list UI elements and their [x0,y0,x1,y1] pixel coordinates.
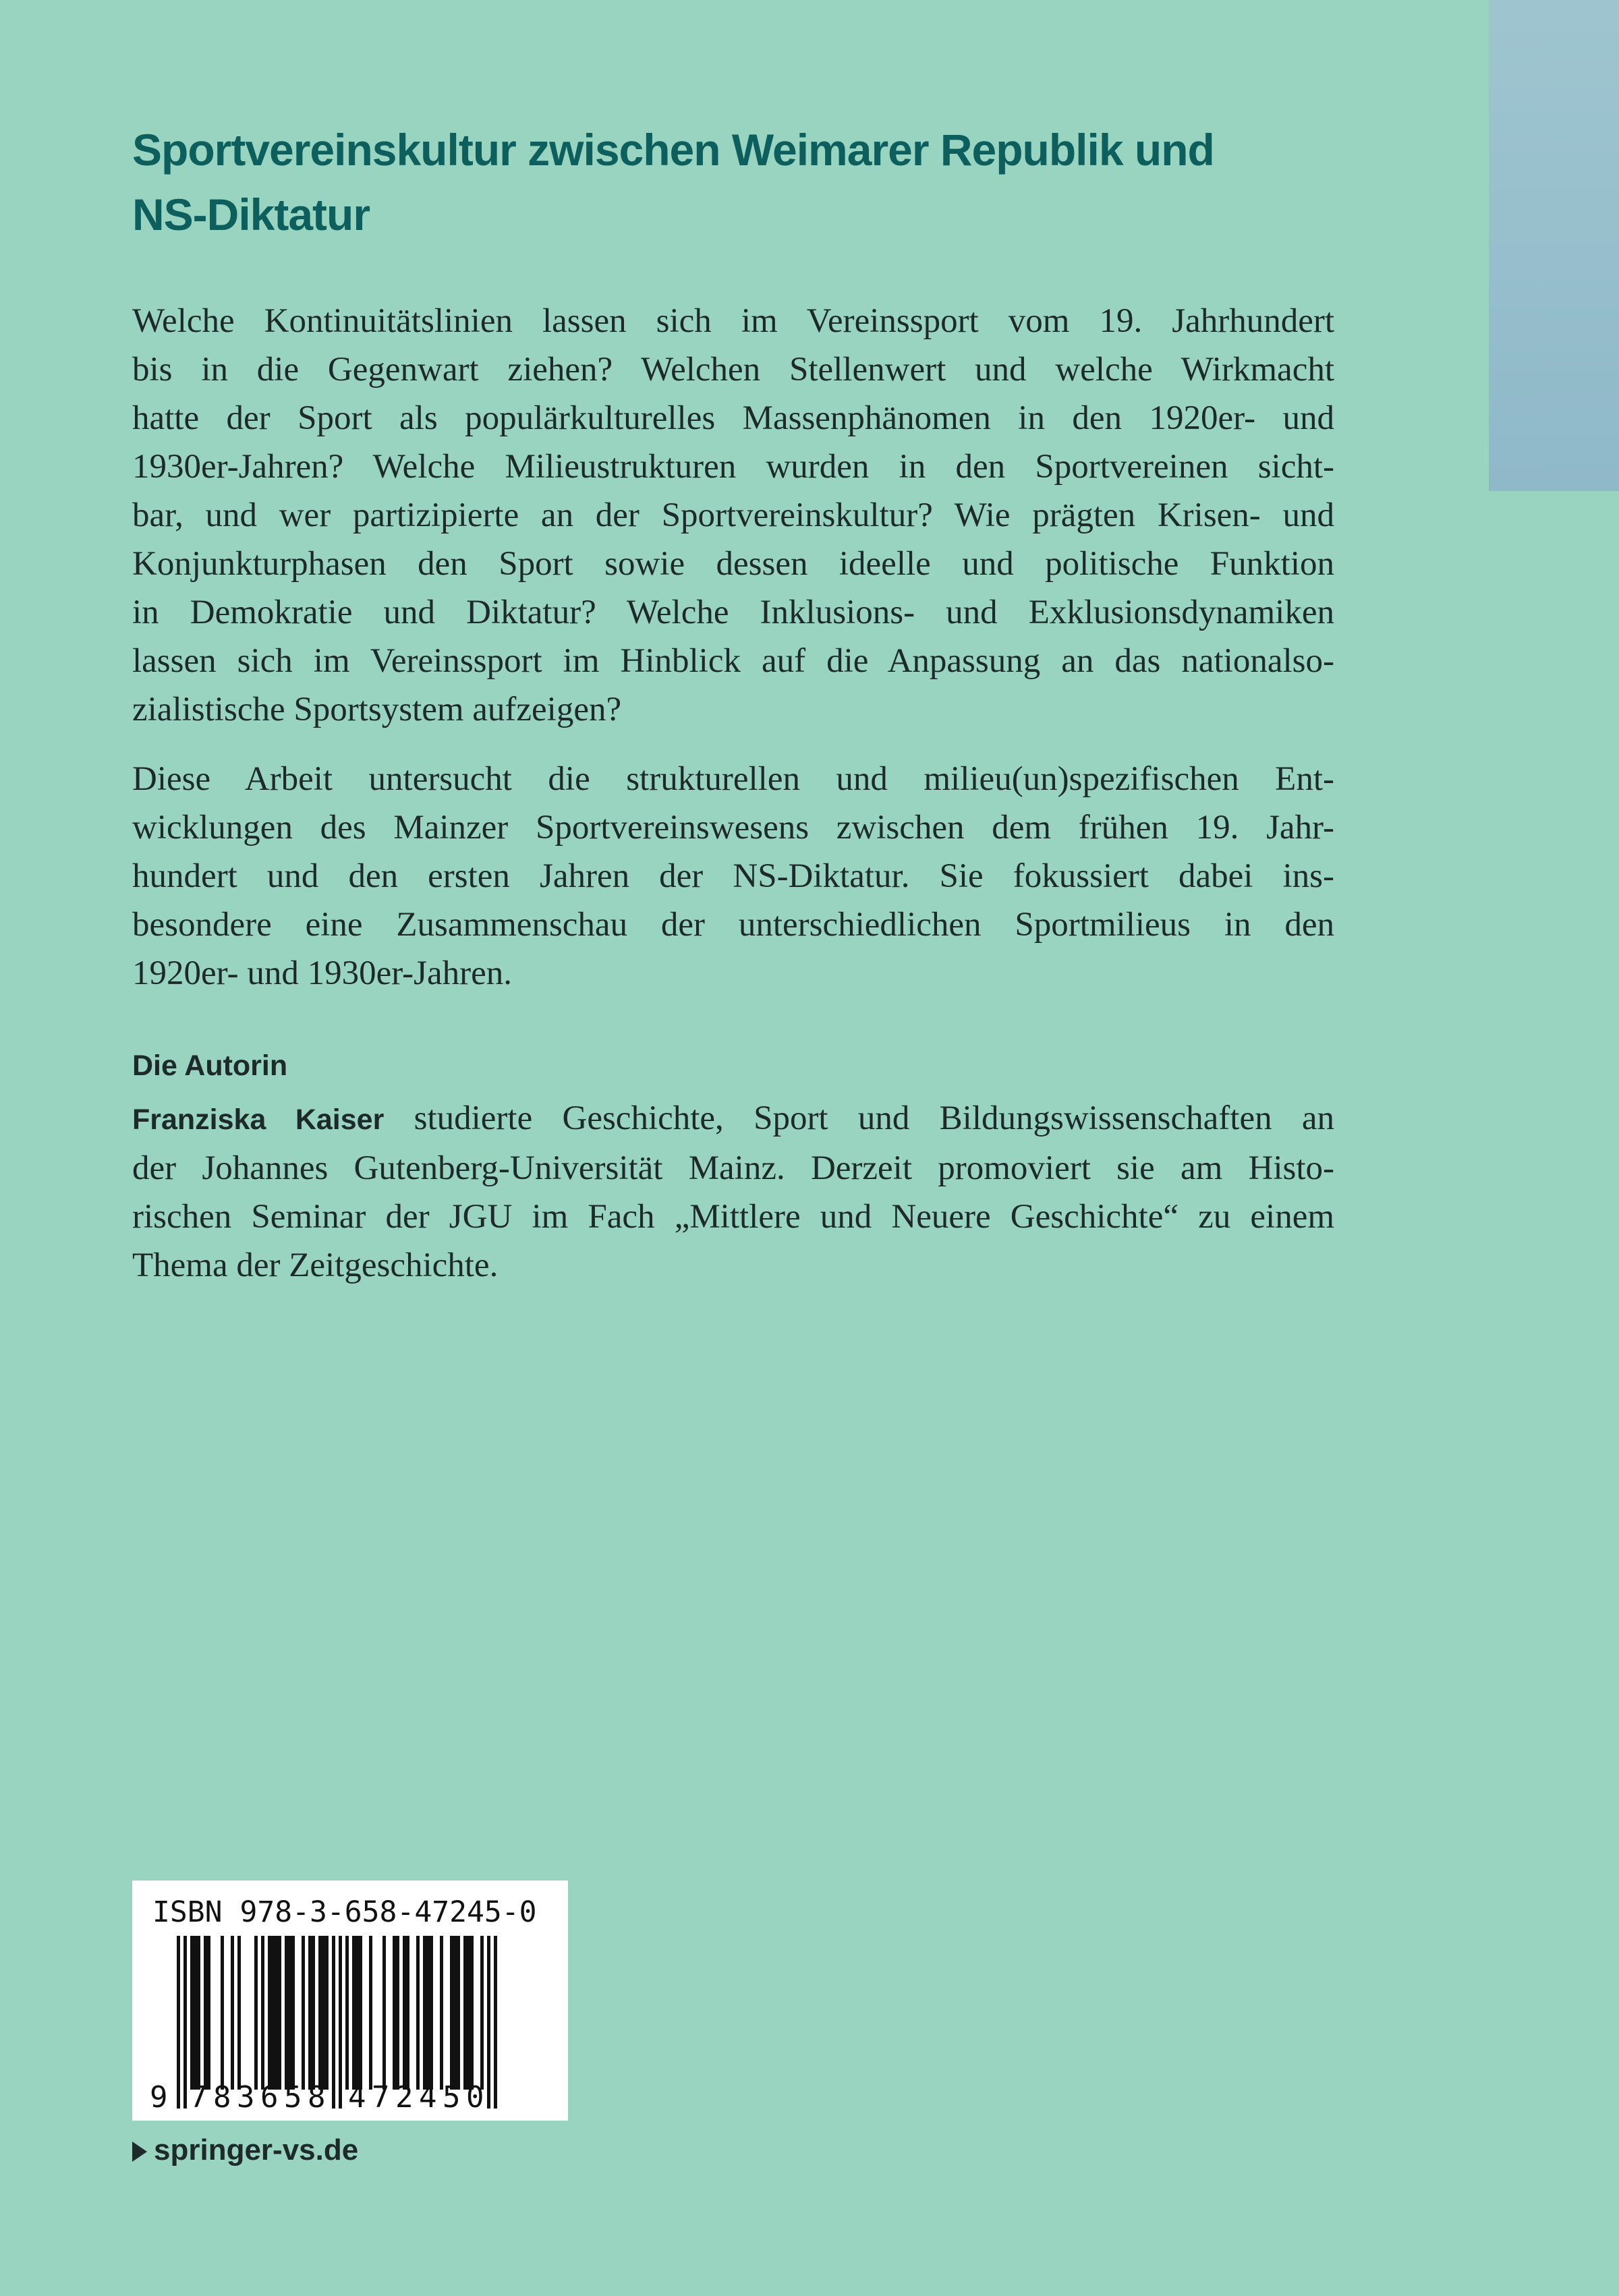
barcode-bar [339,1936,342,2108]
text-line: hundert und den ersten Jahren der NS-Diktatur. Sie fokussiert dabei ins- [132,857,1334,895]
barcode-bar [450,1936,453,2090]
text-line: bar, und wer partizipierte an der Sportvereinskultur? Wie prägten Krisen- und [132,496,1334,534]
barcode-digit: 5 [443,2080,461,2115]
barcode-digit: 2 [395,2080,414,2115]
title-line: NS-Diktatur [132,190,370,239]
barcode-bar [322,1936,325,2090]
barcode-digit: 3 [237,2080,255,2115]
barcode-bar [291,1936,295,2090]
barcode-bar [271,1936,275,2090]
text-line [132,1094,1334,1144]
barcode-bar [345,1936,349,2090]
barcode-bar [480,1936,484,2090]
barcode-bar [207,1936,210,2090]
barcode-bar [430,1936,433,2090]
text-line: Diese Arbeit untersucht die strukturellen und milieu(un)spezifischen Ent- [132,760,1334,798]
text-line: 1930er-Jahren? Welche Milieustrukturen wurden in den Sportvereinen sicht- [132,448,1334,486]
author-bio-first-line: studierte Geschichte, Sport und Bildungswissenschaften an [384,1099,1334,1137]
blurb-summary-paragraph [132,755,1334,998]
barcode-bar [403,1936,406,2090]
isbn-label: ISBN 978-3-658-47245-0 [152,1895,537,1929]
barcode-bar [194,1936,197,2090]
spine-color-block [1489,0,1619,491]
website-link-text[interactable]: springer-vs.de [154,2133,359,2166]
barcode-bar [487,1936,490,2108]
blurb-questions-paragraph [132,297,1334,734]
text-line: rischen Seminar der JGU im Fach „Mittlere und Neuere Geschichte“ zu einem [132,1198,1334,1236]
barcode-bar [261,1936,264,2090]
barcode-bar [278,1936,281,2090]
barcode-digit: 8 [308,2080,326,2115]
text-line: in Demokratie und Diktatur? Welche Inklusions- und Exklusionsdynamiken [132,594,1334,631]
text-line: Konjunkturphasen den Sport sowie dessen ideelle und politische Funktion [132,545,1334,583]
barcode-bar [275,1936,278,2090]
barcode-bar [221,1936,224,2090]
text-line: zialistische Sportsystem aufzeigen? [132,691,622,728]
barcode-graphic [132,1881,568,2121]
barcode-digit: 0 [466,2080,484,2115]
barcode-bar [470,1936,474,2090]
book-title [132,117,1346,247]
barcode-bar [302,1936,305,2090]
barcode-bar [457,1936,460,2090]
barcode-bar [268,1936,271,2090]
barcode-bar [440,1936,443,2090]
text-line: besondere eine Zusammenschau der unterschiedlichen Sportmilieus in den [132,906,1334,944]
text-line: bis in die Gegenwart ziehen? Welchen Stellenwert und welche Wirkmacht [132,351,1334,389]
author-heading: Die Autorin [132,1050,288,1082]
barcode-bar [423,1936,426,2090]
barcode-bar [204,1936,207,2090]
barcode-bar [285,1936,288,2090]
text-line: hatte der Sport als populärkulturelles Massenphänomen in den 1920er- und [132,399,1334,437]
barcode-digit: 7 [190,2080,208,2115]
author-name: Franziska Kaiser [132,1103,385,1136]
barcode-bar [467,1936,470,2090]
barcode-bar [177,1936,180,2108]
barcode-bar [325,1936,329,2090]
isbn-barcode [132,1881,568,2121]
arrow-right-icon [132,2142,147,2162]
author-bio-paragraph [132,1094,1334,1290]
barcode-digit: 5 [284,2080,302,2115]
text-line: wicklungen des Mainzer Sportvereinswesens zwischen dem frühen 19. Jahr- [132,809,1334,846]
text-line: der Johannes Gutenberg-Universität Mainz. Derzeit promoviert sie am Histo- [132,1149,1334,1187]
barcode-digit: 9 [150,2080,168,2115]
barcode-bar [254,1936,258,2090]
barcode-bar [359,1936,362,2090]
barcode-bar [369,1936,372,2090]
barcode-bar [308,1936,312,2090]
barcode-bar [190,1936,194,2090]
barcode-bar [183,1936,187,2108]
text-line: Welche Kontinuitätslinien lassen sich im Vereinssport vom 19. Jahrhundert [132,302,1334,340]
barcode-digit: 7 [372,2080,390,2115]
barcode-bar [393,1936,396,2090]
barcode-bar [312,1936,315,2090]
barcode-digit: 4 [419,2080,437,2115]
barcode-bar [237,1936,241,2090]
barcode-digit: 4 [348,2080,366,2115]
barcode-bar [352,1936,356,2090]
barcode-bar [382,1936,386,2090]
barcode-bar [332,1936,335,2108]
barcode-bar [288,1936,291,2090]
publisher-website[interactable] [132,2133,358,2168]
barcode-bar [463,1936,467,2090]
barcode-bar [426,1936,430,2090]
barcode-bar [318,1936,322,2090]
barcode-bar [197,1936,200,2090]
title-line: Sportvereinskultur zwischen Weimarer Republik und [132,125,1214,175]
text-line: 1920er- und 1930er-Jahren. [132,954,513,992]
barcode-digit: 8 [213,2080,231,2115]
text-line: lassen sich im Vereinssport im Hinblick auf die Anpassung an das nationalso- [132,642,1334,680]
barcode-bar [416,1936,420,2090]
barcode-bar [231,1936,234,2090]
barcode-bar [453,1936,457,2090]
barcode-bar [396,1936,399,2090]
text-line: Thema der Zeitgeschichte. [132,1246,499,1284]
barcode-bar [356,1936,359,2090]
barcode-digit: 6 [260,2080,279,2115]
barcode-bar [494,1936,497,2108]
barcode-bar [406,1936,409,2090]
